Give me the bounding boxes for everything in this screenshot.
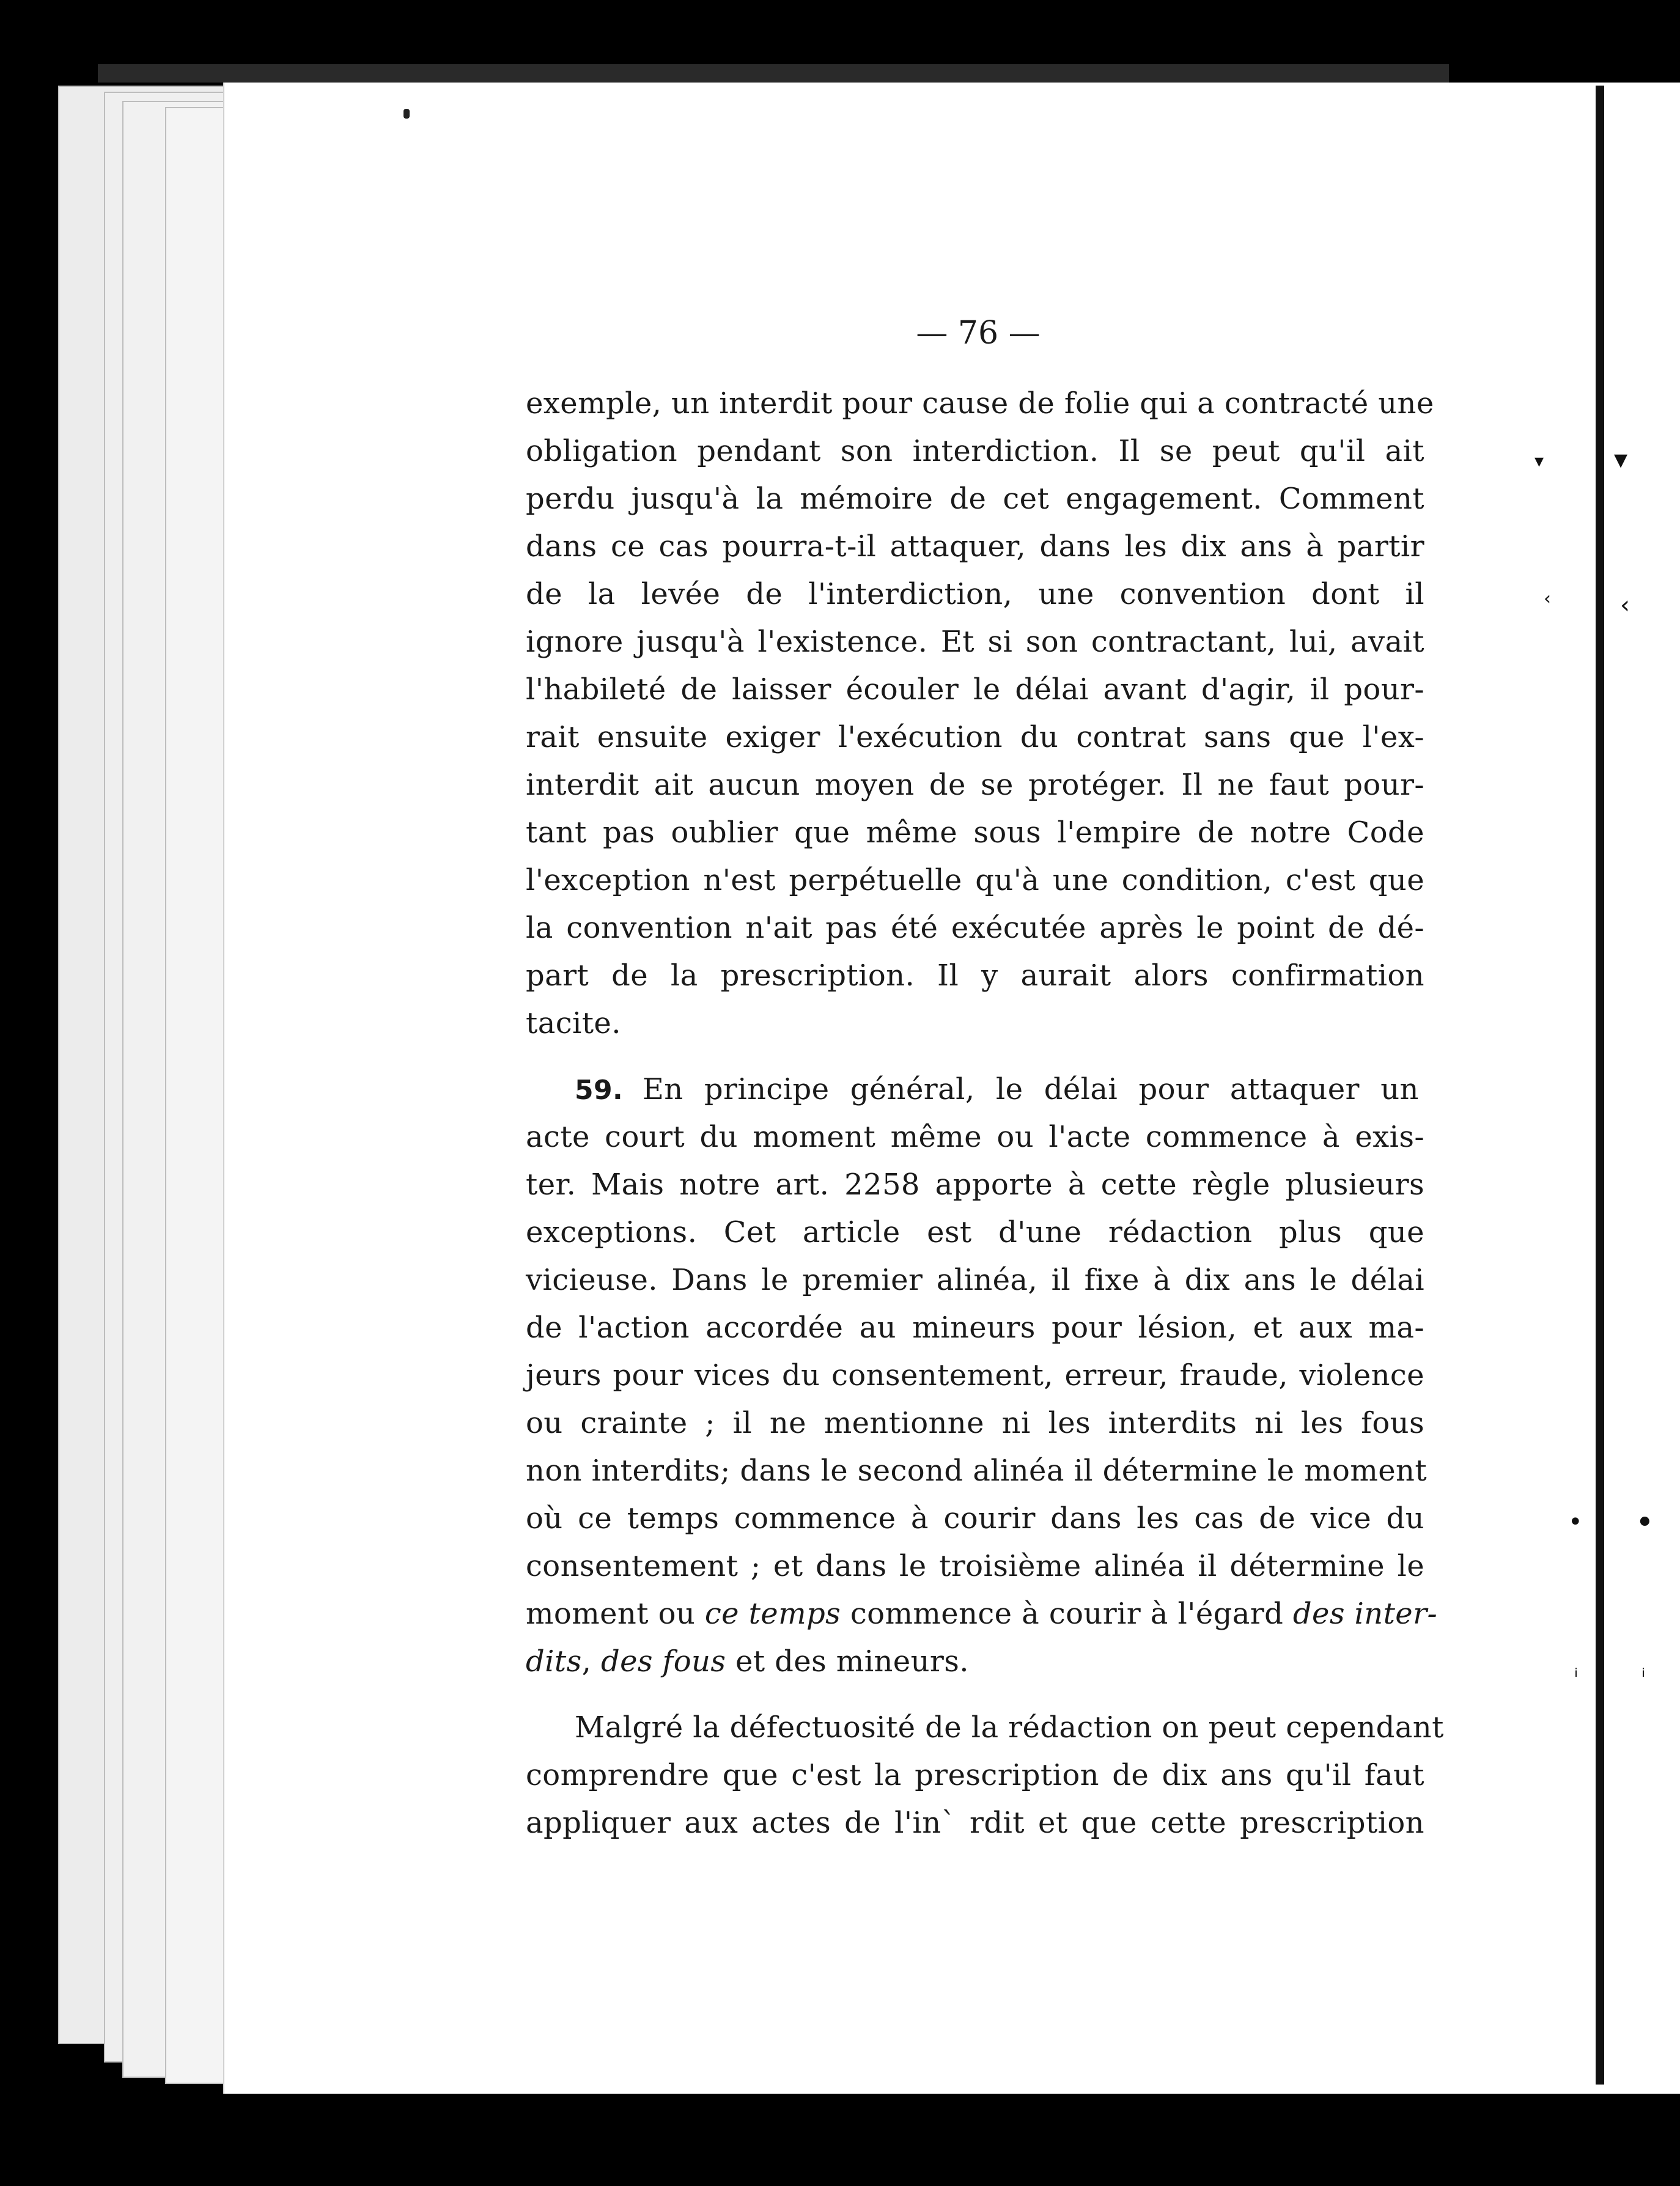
margin-mark: •: [1568, 1508, 1583, 1536]
text-line: [526, 1592, 1438, 1635]
margin-mark: ▾: [1614, 444, 1628, 475]
paragraph-number: 59.: [575, 1075, 624, 1106]
ink-speck: [403, 109, 410, 119]
text-line: non interdits; dans le second alinéa il détermine le moment: [526, 1454, 1428, 1488]
paragraph-heading-line: [575, 1068, 1424, 1111]
margin-mark: ▾: [1534, 451, 1544, 472]
text-line: acte court du moment même ou l'acte commence à exis-: [526, 1120, 1424, 1154]
italic-run: des inter-: [1292, 1597, 1438, 1631]
page-number: — 76 —: [916, 315, 1041, 351]
text-line: exemple, un interdit pour cause de folie qui a contracté une: [526, 386, 1434, 421]
italic-run: ce temps: [704, 1597, 841, 1631]
text-line: obligation pendant son interdiction. Il se peut qu'il ait: [526, 434, 1424, 468]
text-line: perdu jusqu'à la mémoire de cet engagement. Comment: [526, 482, 1424, 516]
text-line: jeurs pour vices du consentement, erreur, fraude, violence: [526, 1358, 1424, 1393]
text-run: et des mineurs.: [726, 1644, 969, 1679]
text-line: dans ce cas pourra-t-il attaquer, dans les dix ans à partir: [526, 529, 1424, 564]
text-line: En principe général, le délai pour attaquer un: [642, 1072, 1419, 1106]
margin-mark: ᵢ: [1574, 1658, 1579, 1682]
margin-mark: ᵢ: [1641, 1658, 1646, 1682]
text-line: ter. Mais notre art. 2258 apporte à cette règle plusieurs: [526, 1168, 1424, 1202]
text-line: la convention n'ait pas été exécutée après le point de dé-: [526, 911, 1424, 945]
scan-border-top: [98, 64, 1449, 83]
text-line: appliquer aux actes de l'in` rdit et que cette prescription: [526, 1806, 1424, 1840]
text-line: l'habileté de laisser écouler le délai avant d'agir, il pour-: [526, 672, 1424, 707]
scan-border-bottom: [0, 2115, 1680, 2186]
text-line: [526, 1640, 1424, 1683]
text-line: tacite.: [526, 1006, 621, 1040]
italic-run: des fous: [600, 1644, 726, 1679]
text-line: de l'action accordée au mineurs pour lésion, et aux ma-: [526, 1311, 1424, 1345]
text-line: de la levée de l'interdiction, une convention dont il: [526, 577, 1424, 611]
text-line: comprendre que c'est la prescription de dix ans qu'il faut: [526, 1758, 1424, 1792]
text-run: commence à courir à l'égard: [841, 1597, 1293, 1631]
text-line: rait ensuite exiger l'exécution du contrat sans que l'ex-: [526, 720, 1424, 754]
text-line: ignore jusqu'à l'existence. Et si son contractant, lui, avait: [526, 625, 1424, 659]
binding-edge: [1596, 86, 1604, 2085]
margin-mark: ‹: [1620, 591, 1630, 619]
text-line: ou crainte ; il ne mentionne ni les interdits ni les fous: [526, 1406, 1424, 1440]
text-line: vicieuse. Dans le premier alinéa, il fixe à dix ans le délai: [526, 1263, 1424, 1297]
text-run: ,: [581, 1644, 601, 1679]
text-line: Malgré la défectuosité de la rédaction on peut cependant: [575, 1710, 1444, 1745]
text-line: l'exception n'est perpétuelle qu'à une condition, c'est que: [526, 863, 1424, 897]
margin-mark: •: [1635, 1504, 1654, 1541]
text-line: part de la prescription. Il y aurait alors confirmation: [526, 959, 1424, 993]
text-run: moment ou: [526, 1597, 705, 1631]
text-line: tant pas oublier que même sous l'empire de notre Code: [526, 815, 1424, 850]
text-line: interdit ait aucun moyen de se protéger. Il ne faut pour-: [526, 768, 1424, 802]
text-line: où ce temps commence à courir dans les cas de vice du: [526, 1501, 1424, 1536]
italic-run: dits: [526, 1644, 582, 1679]
text-line: consentement ; et dans le troisième alinéa il détermine le: [526, 1549, 1424, 1583]
text-line: exceptions. Cet article est d'une rédaction plus que: [526, 1215, 1424, 1249]
margin-mark: ‹: [1544, 588, 1551, 609]
